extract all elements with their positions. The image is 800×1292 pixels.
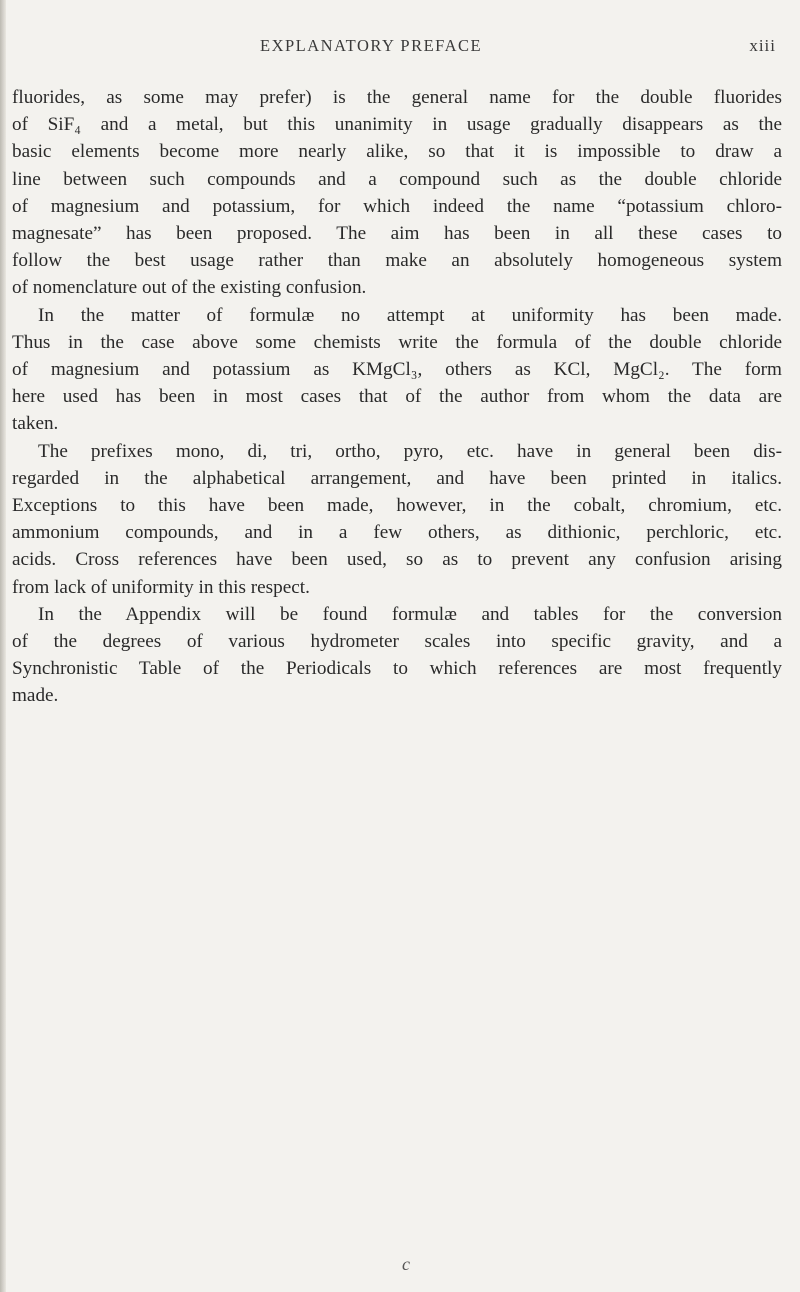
text-line: of SiF₄ and a metal, but this unanimity in usage gradually disappears as the xyxy=(12,114,782,136)
text-line: taken. xyxy=(12,413,59,435)
text-line: of nomenclature out of the existing confusion. xyxy=(12,277,367,299)
text-line: magnesate” has been proposed. The aim has been in all these cases to xyxy=(12,223,782,245)
text-line: made. xyxy=(12,685,59,707)
body-text xyxy=(12,84,782,710)
running-title: EXPLANATORY PREFACE xyxy=(260,36,483,55)
page-number: xiii xyxy=(749,36,776,55)
paragraph-1 xyxy=(12,84,782,302)
text-line: fluorides, as some may prefer) is the general name for the double fluorides xyxy=(12,87,782,108)
text-line: In the Appendix will be found formulæ and tables for the conversion xyxy=(38,603,782,625)
page-binding-edge xyxy=(0,0,6,1292)
text-line: Synchronistic Table of the Periodicals to which references are most frequently xyxy=(12,658,782,680)
text-line: line between such compounds and a compound such as the double chloride xyxy=(12,168,782,190)
text-line: of magnesium and potassium, for which indeed the name “potassium chloro- xyxy=(12,195,782,217)
text-line: follow the best usage rather than make an absolutely homogeneous system xyxy=(12,250,782,272)
text-line: acids. Cross references have been used, so as to prevent any confusion arising xyxy=(12,549,782,571)
text-line: basic elements become more nearly alike, so that it is impossible to draw a xyxy=(12,141,782,163)
paragraph-2 xyxy=(12,302,782,438)
paragraph-4 xyxy=(12,601,782,710)
text-line: of the degrees of various hydrometer scales into specific gravity, and a xyxy=(12,631,782,653)
text-line: of magnesium and potassium as KMgCl₃, others as KCl, MgCl₂. The form xyxy=(12,359,782,381)
text-line: The prefixes mono, di, tri, ortho, pyro, etc. have in general been dis- xyxy=(38,440,782,462)
text-line: from lack of uniformity in this respect. xyxy=(12,576,310,598)
paragraph-3 xyxy=(12,438,782,601)
text-line: In the matter of formulæ no attempt at uniformity has been made. xyxy=(38,304,782,326)
signature-mark: c xyxy=(402,1254,410,1274)
text-line: Thus in the case above some chemists write the formula of the double chloride xyxy=(12,331,782,353)
text-line: regarded in the alphabetical arrangement, and have been printed in italics. xyxy=(12,467,782,489)
text-line: ammonium compounds, and in a few others, as dithionic, perchloric, etc. xyxy=(12,522,782,544)
text-line: here used has been in most cases that of the author from whom the data are xyxy=(12,386,782,408)
text-line: Exceptions to this have been made, however, in the cobalt, chromium, etc. xyxy=(12,495,782,517)
